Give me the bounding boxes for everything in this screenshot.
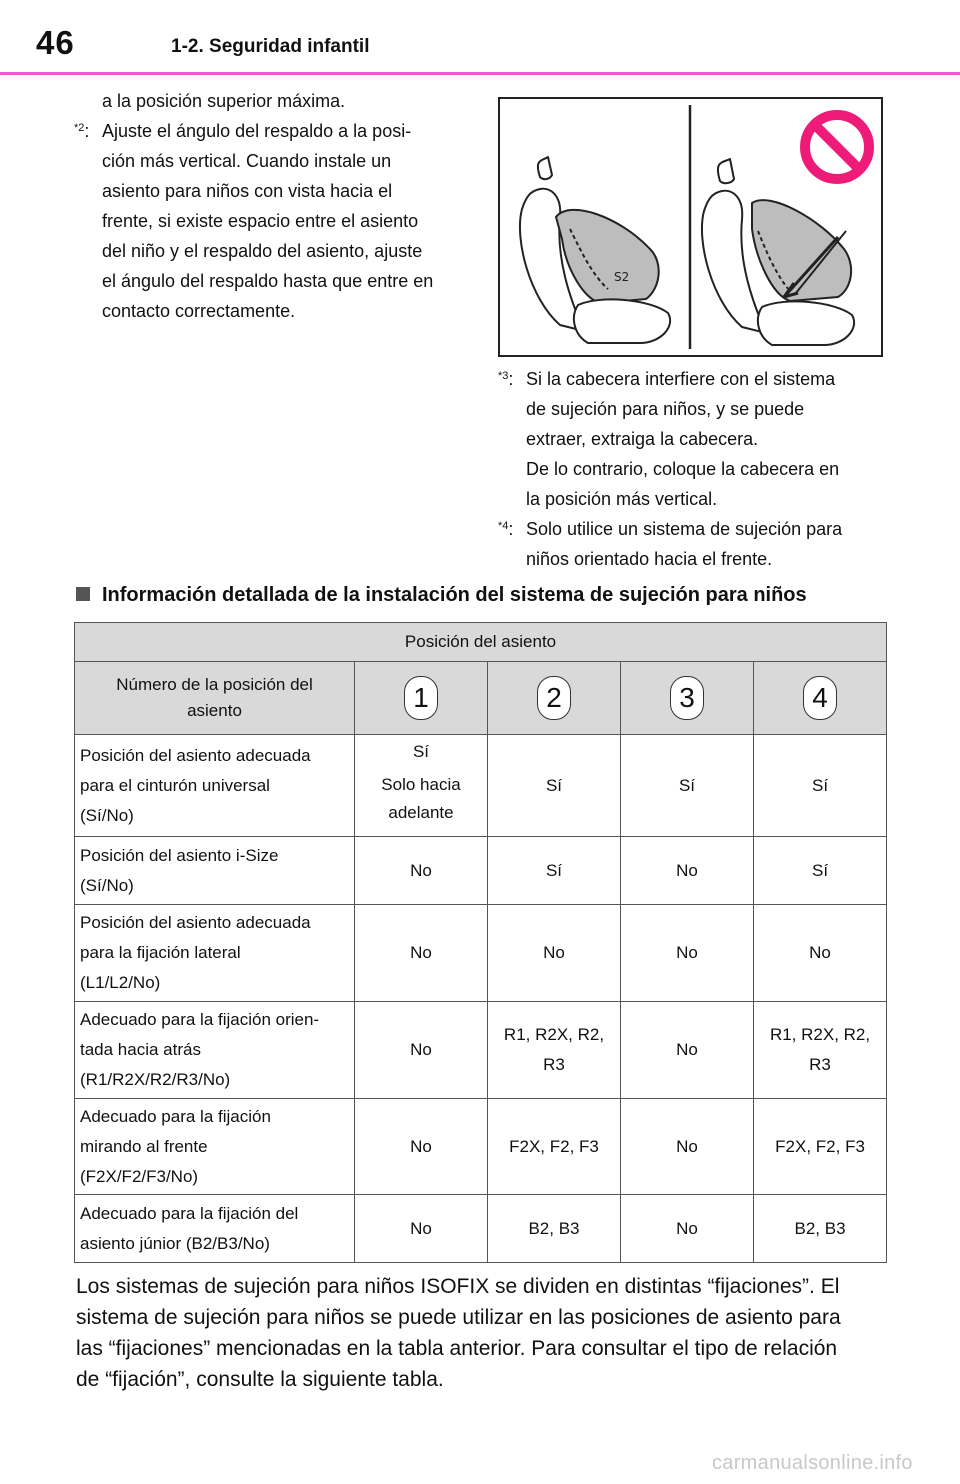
table-cell: Sí	[621, 735, 754, 837]
note-3-line: la posición más vertical.	[526, 489, 718, 509]
table-row	[75, 837, 887, 905]
prohibited-icon	[805, 115, 869, 179]
paragraph-line: de “fijación”, consulte la siguiente tabla.	[76, 1368, 444, 1391]
paragraph-line: Los sistemas de sujeción para niños ISOFIX se dividen en distintas “fijaciones”. El	[76, 1275, 840, 1298]
row-label: Adecuado para la fijación del asiento júnior (B2/B3/No)	[75, 1195, 355, 1263]
header-divider	[0, 72, 960, 75]
table-cell: No	[621, 837, 754, 905]
note-3	[498, 364, 839, 514]
table-caption: Posición del asiento	[75, 623, 887, 662]
table-cell: No	[621, 1002, 754, 1099]
svg-text:S2: S2	[614, 270, 630, 284]
seat-position-table	[74, 622, 887, 1263]
table-cell: No	[621, 905, 754, 1002]
table-cell: Sí	[488, 735, 621, 837]
row-label: Adecuado para la fijación mirando al frente (F2X/F2/F3/No)	[75, 1099, 355, 1195]
table-row	[75, 1195, 887, 1263]
table-cell: No	[355, 1002, 488, 1099]
incorrect-seat-illustration	[702, 159, 854, 345]
note-3-line: De lo contrario, coloque la cabecera en	[526, 459, 840, 479]
page-number: 46	[36, 24, 75, 61]
table-cell: B2, B3	[754, 1195, 887, 1263]
table-cell: Sí	[488, 837, 621, 905]
table-cell: F2X, F2, F3	[488, 1099, 621, 1195]
seat-number-badge: 3	[670, 676, 704, 720]
table-cell: F2X, F2, F3	[754, 1099, 887, 1195]
section-title: 1-2. Seguridad infantil	[171, 36, 370, 57]
note-2-line: ción más vertical. Cuando instale un	[102, 151, 392, 171]
table-cell: R1, R2X, R2, R3	[754, 1002, 887, 1099]
position-2-header	[488, 662, 621, 735]
table-cell: No	[621, 1195, 754, 1263]
watermark: carmanualsonline.info	[712, 1452, 913, 1474]
table-row	[75, 905, 887, 1002]
note-2-line: Ajuste el ángulo del respaldo a la posi-	[102, 121, 412, 141]
table-cell: Sí	[754, 837, 887, 905]
note-4-line: Solo utilice un sistema de sujeción para	[526, 519, 843, 539]
note-2	[74, 116, 433, 326]
seat-number-badge: 2	[537, 676, 571, 720]
note-2-marker: $^{*2}$:	[74, 121, 90, 141]
table-cell: Sí Solo hacia adelante	[355, 735, 488, 837]
table-row	[75, 735, 887, 837]
note-2-line: asiento para niños con vista hacia el	[102, 181, 393, 201]
row-label: Adecuado para la fijación orien- tada hacia atrás (R1/R2X/R2/R3/No)	[75, 1002, 355, 1099]
square-bullet-icon	[76, 587, 90, 601]
paragraph-line: las “fijaciones” mencionadas en la tabla anterior. Para consultar el tipo de relación	[76, 1337, 838, 1360]
note-3-line: extraer, extraiga la cabecera.	[526, 429, 759, 449]
note-2-line: del niño y el respaldo del asiento, ajuste	[102, 241, 423, 261]
position-1-header	[355, 662, 488, 735]
note-3-line: Si la cabecera interfiere con el sistema	[526, 369, 836, 389]
note-3-marker: $^{*3}$:	[498, 369, 514, 389]
note-2-line: el ángulo del respaldo hasta que entre en	[102, 271, 434, 291]
note-4-line: niños orientado hacia el frente.	[526, 549, 773, 569]
table-cell: No	[754, 905, 887, 1002]
seat-number-badge: 4	[803, 676, 837, 720]
paragraph-line: sistema de sujeción para niños se puede utilizar en las posiciones de asiento para	[76, 1306, 841, 1329]
table-cell: No	[488, 905, 621, 1002]
table-cell: Sí	[754, 735, 887, 837]
correct-seat-illustration	[520, 157, 670, 343]
row-label: Posición del asiento adecuada para la fijación lateral (L1/L2/No)	[75, 905, 355, 1002]
table-cell: No	[355, 905, 488, 1002]
position-3-header	[621, 662, 754, 735]
table-cell: No	[355, 837, 488, 905]
section-subheading	[76, 584, 807, 607]
note-3-line: de sujeción para niños, y se puede	[526, 399, 805, 419]
table-cell: No	[355, 1099, 488, 1195]
note-4-marker: $^{*4}$:	[498, 519, 514, 539]
note-4	[498, 514, 842, 574]
table-row	[75, 1002, 887, 1099]
note-continuation: a la posición superior máxima.	[102, 91, 346, 111]
note-2-line: contacto correctamente.	[102, 301, 296, 321]
seat-angle-figure	[498, 97, 883, 357]
table-cell: No	[355, 1195, 488, 1263]
note-2-line: frente, si existe espacio entre el asiento	[102, 211, 419, 231]
row-label: Posición del asiento adecuada para el cinturón universal (Sí/No)	[75, 735, 355, 837]
seat-number-badge: 1	[404, 676, 438, 720]
row-label: Posición del asiento i-Size (Sí/No)	[75, 837, 355, 905]
table-cell: B2, B3	[488, 1195, 621, 1263]
body-paragraph	[76, 1271, 876, 1395]
subheading-text: Información detallada de la instalación del sistema de sujeción para niños	[102, 584, 807, 606]
position-4-header	[754, 662, 887, 735]
table-cell: R1, R2X, R2, R3	[488, 1002, 621, 1099]
table-row	[75, 1099, 887, 1195]
page-header	[0, 0, 960, 76]
position-label: Número de la posición del asiento	[75, 662, 355, 735]
table-cell: No	[621, 1099, 754, 1195]
